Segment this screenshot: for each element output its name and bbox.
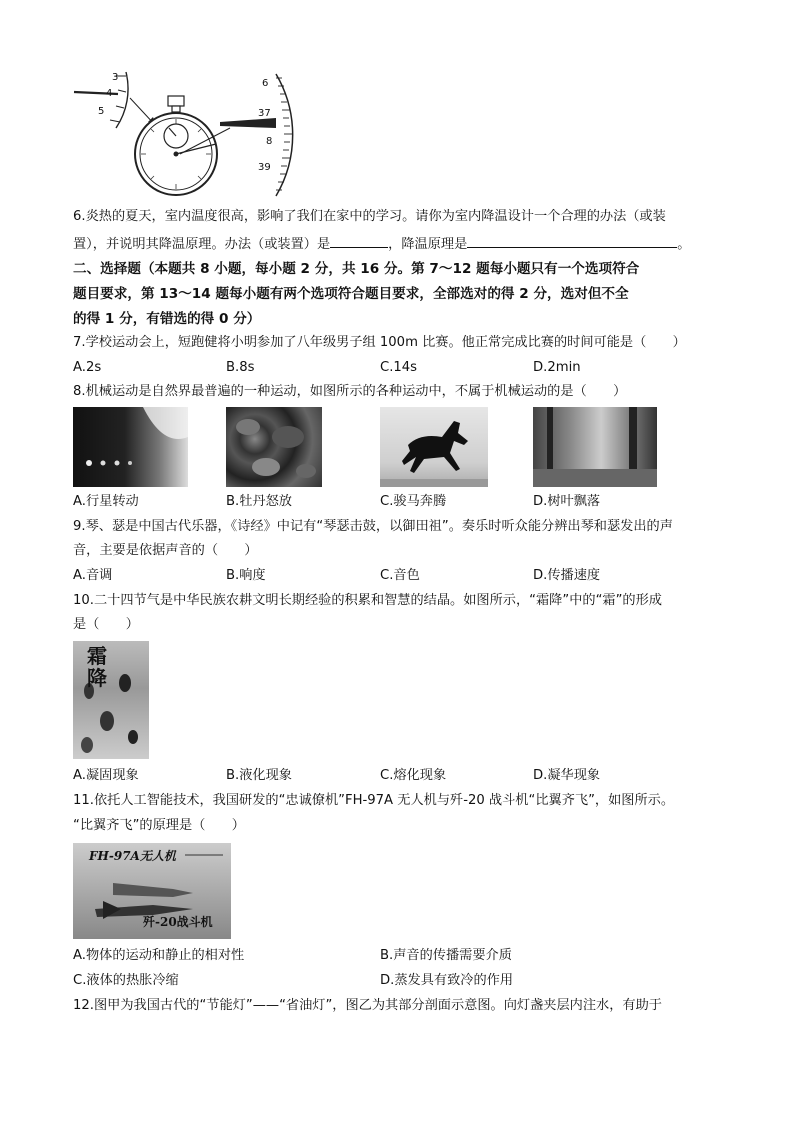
right-scale-label-8: 8 — [266, 136, 273, 147]
q11-option-c: C.液体的热胀冷缩 — [73, 973, 179, 988]
frost-descent-poster — [73, 641, 149, 759]
q7-option-a: A.2s — [73, 360, 102, 375]
right-scale-label-37: 37 — [258, 108, 271, 119]
right-scale-label-39: 39 — [258, 162, 271, 173]
q9-option-b: B.响度 — [226, 568, 266, 583]
q8-option-d: D.树叶飘落 — [533, 494, 601, 509]
q6-line-1: 6.炎热的夏天，室内温度很高，影响了我们在家中的学习。请你为室内降温设计一个合理的办法（或装 — [73, 209, 666, 224]
q11-option-a: A.物体的运动和静止的相对性 — [73, 948, 245, 963]
q9-line-1: 9.琴、瑟是中国古代乐器，《诗经》中记有“琴瑟击鼓，以御田祖”。奏乐时听众能分辨出琴和瑟发出的声 — [73, 519, 673, 534]
fighter-label: 歼-20战斗机 — [143, 915, 213, 929]
planet-rotation-photo — [73, 407, 188, 487]
q11-option-d: D.蒸发具有致冷的作用 — [380, 973, 514, 988]
q8-stem: 8.机械运动是自然界最普遍的一种运动，如图所示的各种运动中，不属于机械运动的是（ ） — [73, 384, 627, 399]
q9-option-a: A.音调 — [73, 568, 113, 583]
section2-line-3: 的得 1 分，有错选的得 0 分） — [73, 311, 261, 327]
q12-line-1: 12.图甲为我国古代的“节能灯”——“省油灯”，图乙为其部分剖面示意图。向灯盏夹层内注水，有助于 — [73, 998, 662, 1013]
q8-option-c: C.骏马奔腾 — [380, 494, 447, 509]
q7-option-c: C.14s — [380, 360, 418, 375]
q9-option-d: D.传播速度 — [533, 568, 601, 583]
stopwatch-figure — [70, 70, 300, 198]
drone-label: FH-97A无人机 — [89, 849, 176, 863]
q6-method-blank — [330, 233, 388, 248]
section2-line-1: 二、选择题（本题共 8 小题，每小题 2 分，共 16 分。第 7～12 题每小题只有一个选项符合 — [73, 261, 640, 277]
q6-text-b: ，降温原理是 — [388, 237, 468, 252]
q6-text-a: 置），并说明其降温原理。办法（或装置）是 — [73, 237, 331, 252]
section2-line-2: 题目要求，第 13～14 题每小题有两个选项符合题目要求，全部选对的得 2 分，选对但不全 — [73, 286, 629, 302]
left-scale-label-3: 3 — [112, 72, 119, 83]
left-scale-label-5: 5 — [98, 106, 105, 117]
left-scale-label-4: 4 — [106, 88, 113, 99]
peony-bloom-photo — [226, 407, 322, 487]
falling-leaves-photo — [533, 407, 657, 487]
q11-line-2: “比翼齐飞”的原理是（ ） — [73, 818, 245, 833]
q7-stem: 7.学校运动会上，短跑健将小明参加了八年级男子组 100m 比赛。他正常完成比赛的时间可能是（ ） — [73, 335, 686, 350]
q10-option-b: B.液化现象 — [226, 768, 292, 783]
q10-option-a: A.凝固现象 — [73, 768, 139, 783]
q9-line-2: 音，主要是依据声音的（ ） — [73, 543, 258, 558]
q6-text-c: 。 — [677, 237, 691, 252]
q10-option-d: D.凝华现象 — [533, 768, 601, 783]
drone-fighter-photo — [73, 843, 231, 939]
q10-line-1: 10.二十四节气是中华民族农耕文明长期经验的积累和智慧的结晶。如图所示，“霜降”中的“霜”的形成 — [73, 593, 662, 608]
q11-option-b: B.声音的传播需要介质 — [380, 948, 512, 963]
q6-line-2 — [73, 233, 690, 255]
q6-principle-blank — [467, 233, 677, 248]
right-scale-label-6: 6 — [262, 78, 269, 89]
q11-line-1: 11.依托人工智能技术，我国研发的“忠诚僚机”FH-97A 无人机与歼-20 战斗机“比翼齐飞”，如图所示。 — [73, 793, 675, 808]
q10-line-2: 是（ ） — [73, 617, 139, 632]
q7-option-b: B.8s — [226, 360, 255, 375]
q7-option-d: D.2min — [533, 360, 581, 375]
q8-option-b: B.牡丹怒放 — [226, 494, 292, 509]
q8-option-a: A.行星转动 — [73, 494, 139, 509]
galloping-horse-photo — [380, 407, 488, 487]
q10-option-c: C.熔化现象 — [380, 768, 447, 783]
q9-option-c: C.音色 — [380, 568, 420, 583]
frost-descent-title: 霜降 — [87, 644, 107, 690]
